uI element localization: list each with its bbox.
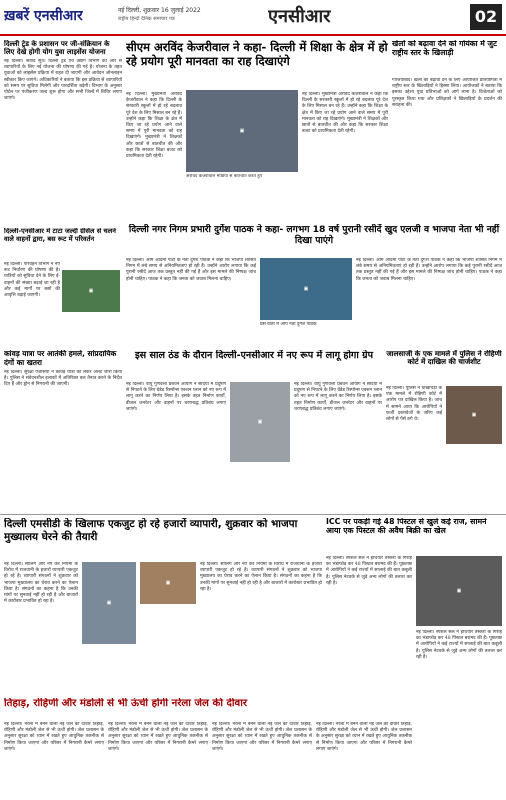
photo-caption: अरविंद केजरीवाल मीडिया से बातचीत करते हुए bbox=[186, 174, 263, 179]
masthead bbox=[0, 0, 506, 36]
jail-body: नई दिल्ली। नरेला में बनने वाली नई जेल की दीवार तिहाड़, रोहिणी और मंडोली जेल से भी ऊंची होगी। जेल प्रशासन के अनुसार सुरक्षा को ध्यान में रखते हुए आधुनिक तकनीक से निर्माण किया जाएगा और परिसर में निगरानी कैमरे लगाए जाएंगे। bbox=[4, 722, 104, 752]
photo-icon: ▣ bbox=[303, 286, 309, 292]
photo-icon: ▣ bbox=[239, 128, 245, 134]
headline: इस साल ठंड के दौरान दिल्ली-एनसीआर में नए रूप में लागू होगा ग्रेप bbox=[134, 350, 374, 361]
story-body: नई दिल्ली। संवाद सूत्र। दिल्ली ट्रेड एवं उद्योग विभाग की ओर से व्यापारियों के लिए नई योजना की घोषणा की गई है। योजना के तहत युवाओं को लाइसेंस प्रक्रिया में राहत दी जाएगी और आवेदन ऑनलाइन स्वीकार किए जाएंगे। अधिकारियों ने बताया कि इस प्रक्रिया से व्यापारियों को समय पर सुविधा मिलेगी और पारदर्शिता बढ़ेगी। विभाग के अनुसार पोर्टल पर पंजीकरण जल्द शुरू होगा और सभी जिलों में शिविर लगाए जाएंगे। bbox=[4, 59, 122, 102]
photo-icon: ▣ bbox=[88, 288, 94, 294]
traders-photo bbox=[140, 562, 196, 604]
jail-body-3: नई दिल्ली। नरेला में बनने वाली नई जेल की दीवार तिहाड़, रोहिणी और मंडोली जेल से भी ऊंची होगी। जेल प्रशासन के अनुसार सुरक्षा को ध्यान में रखते हुए आधुनिक तकनीक से निर्माण किया जाएगा और परिसर में निगरानी कैमरे लगाए जाएंगे। bbox=[212, 722, 312, 752]
headline: दिल्ली नगर निगम प्रभारी दुर्गेश पाठक ने कहा- लगभग 18 वर्ष पुरानी रसीदें खुद एलजी व भाजपा नेता भी नहीं दिखा पाएंगे bbox=[128, 224, 500, 247]
traders-body-2: नई दिल्ली। सीलिंग और नए कर नियमों के विरोध में राजधानी के हजारों व्यापारी एकजुट हो रहे हैं। व्यापारी संगठनों ने शुक्रवार को भाजपा मुख्यालय का घेराव करने का ऐलान किया है। संगठनों का कहना है कि उनकी मांगों पर सुनवाई नहीं हो रही है और बाजारों में कारोबार प्रभावित हो रहा है। bbox=[200, 562, 322, 592]
headline: खेलों को बढ़ावा देने को गोयंका में जुट राष्ट्रीय स्तर के खिलाड़ी bbox=[392, 40, 497, 57]
photo-icon: ▣ bbox=[106, 600, 112, 606]
kejriwal-body: नई दिल्ली। मुख्यमंत्री अरविंद केजरीवाल ने कहा कि दिल्ली के सरकारी स्कूलों में हो रहे बदलाव पूरे देश के लिए मिसाल बन रहे हैं। उन्होंने कहा कि शिक्षा के क्षेत्र में किए जा रहे प्रयोग आने वाले समय में पूरी मानवता को राह दिखाएंगे। मुख्यमंत्री ने शिक्षकों और छात्रों से बातचीत की और कहा कि सरकार शिक्षा बजट को प्राथमिकता देती रहेगी। bbox=[126, 92, 182, 159]
tagline: राष्ट्रीय हिन्दी दैनिक समाचार पत्र bbox=[118, 16, 175, 22]
grap-body: नई दिल्ली। वायु गुणवत्ता प्रबंधन आयोग ने सर्दियों में प्रदूषण से निपटने के लिए ग्रेडेड रिस्पॉन्स एक्शन प्लान को नए रूप में लागू करने का निर्णय लिया है। इसके तहत निर्माण कार्यों, डीजल जनरेटर और वाहनों पर चरणबद्ध प्रतिबंध लगाए जाएंगे। bbox=[126, 382, 226, 412]
headline: सीएम अरविंद केजरीवाल ने कहा- दिल्ली में शिक्षा के क्षेत्र में हो रहे प्रयोग पूरी मानवता का राह दिखाएंगे bbox=[126, 40, 388, 69]
headline: कांवड़ यात्रा पर आतंकी हमले, सांप्रदायिक दंगों का खतरा bbox=[4, 350, 117, 367]
pathak-body: नई दिल्ली। आम आदमी पार्टी के नेता दुर्गेश पाठक ने कहा कि भाजपा शासित निगम में लंबे समय से अनियमितताएं हो रही हैं। उन्होंने आरोप लगाया कि कई पुरानी रसीदें आज तक प्रस्तुत नहीं की गई हैं और इस मामले की निष्पक्ष जांच होनी चाहिए। पाठक ने कहा कि जनता को जवाब मिलना चाहिए। bbox=[126, 258, 256, 282]
auto-rickshaw-photo bbox=[62, 270, 120, 312]
dateline: नई दिल्ली, शुक्रवार 16 जुलाई 2022 bbox=[118, 7, 201, 14]
pistols-photo bbox=[416, 556, 502, 626]
pistols-body: नई दिल्ली। स्पेशल सेल ने हथियार तस्करी के गिरोह का भंडाफोड़ कर 48 पिस्टल बरामद की हैं। पूछताछ में आरोपियों ने कई राज्यों में सप्लाई की बात कबूली है। पुलिस नेटवर्क से जुड़े अन्य लोगों की तलाश कर रही है। bbox=[326, 556, 412, 586]
photo-icon: ▣ bbox=[471, 412, 477, 418]
story-grap bbox=[126, 350, 382, 380]
story-kejriwal bbox=[126, 40, 388, 88]
headline: ICC पर पकड़ी गई 48 पिस्टल से खुले कई राज, सामने आया एक पिस्टल की अवैध बिक्री का खेल bbox=[326, 518, 487, 535]
sports-body: गाजियाबाद। खेलों को बढ़ावा देने के लिए आयोजित प्रतियोगिता में राष्ट्रीय स्तर के खिलाड़ियों ने हिस्सा लिया। आयोजकों ने बताया कि इसका उद्देश्य युवा प्रतिभाओं को आगे लाना है। विजेताओं को पुरस्कृत किया गया और प्रशिक्षकों ने खिलाड़ियों के प्रदर्शन की सराहना की। bbox=[392, 78, 502, 108]
photo-icon: ▣ bbox=[456, 588, 462, 594]
chargesheet-body: नई दिल्ली। पुलिस ने धोखाधड़ी के एक मामले में रोहिणी कोर्ट में आरोप पत्र दाखिल किया है। जांच में सामने आया कि आरोपियों ने फर्जी दस्तावेजों के जरिए कई लोगों से पैसे ठगे थे। bbox=[386, 386, 442, 422]
photo-icon: ▣ bbox=[257, 419, 263, 425]
pathak-body-2: नई दिल्ली। आम आदमी पार्टी के नेता दुर्गेश पाठक ने कहा कि भाजपा शासित निगम में लंबे समय से अनियमितताएं हो रही हैं। उन्होंने आरोप लगाया कि कई पुरानी रसीदें आज तक प्रस्तुत नहीं की गई हैं और इस मामले की निष्पक्ष जांच होनी चाहिए। पाठक ने कहा कि जनता को जवाब मिलना चाहिए। bbox=[356, 258, 502, 282]
story-durgesh-pathak bbox=[126, 224, 502, 256]
photo-caption: प्रेस वार्ता में आप नेता दुर्गेश पाठक bbox=[260, 322, 317, 327]
chargesheet-photo bbox=[446, 386, 502, 444]
traders-body: नई दिल्ली। सीलिंग और नए कर नियमों के विरोध में राजधानी के हजारों व्यापारी एकजुट हो रहे हैं। व्यापारी संगठनों ने शुक्रवार को भाजपा मुख्यालय का घेराव करने का ऐलान किया है। संगठनों का कहना है कि उनकी मांगों पर सुनवाई नहीं हो रही है और बाजारों में कारोबार प्रभावित हो रहा है। bbox=[4, 562, 78, 605]
jail-body-2: नई दिल्ली। नरेला में बनने वाली नई जेल की दीवार तिहाड़, रोहिणी और मंडोली जेल से भी ऊंची होगी। जेल प्रशासन के अनुसार सुरक्षा को ध्यान में रखते हुए आधुनिक तकनीक से निर्माण किया जाएगा और परिसर में निगरानी कैमरे लगाए जाएंगे। bbox=[108, 722, 208, 752]
page-number: 02 bbox=[470, 4, 502, 30]
section-title: एनसीआर bbox=[268, 6, 331, 27]
kejriwal-photo bbox=[186, 90, 298, 172]
story-pistols bbox=[326, 518, 502, 554]
transport-body: नई दिल्ली। परिवहन विभाग ने नए रूट निर्धारण की घोषणा की है। यात्रियों को सुविधा देने के लिए ई-वाहनों की संख्या बढ़ाई जा रही है और कई मार्गों पर बसों की आवृत्ति बढ़ाई जाएगी। bbox=[4, 262, 60, 298]
building-photo bbox=[82, 562, 136, 644]
pistols-body-2: नई दिल्ली। स्पेशल सेल ने हथियार तस्करी के गिरोह का भंडाफोड़ कर 48 पिस्टल बरामद की हैं। पूछताछ में आरोपियों ने कई राज्यों में सप्लाई की बात कबूली है। पुलिस नेटवर्क से जुड़े अन्य लोगों की तलाश कर रही है। bbox=[416, 630, 502, 660]
headline: जालसाजी के एक मामले में पुलिस ने रोहिणी कोर्ट में दाखिल की चार्जशीट bbox=[386, 350, 502, 367]
story-body: नई दिल्ली। सुरक्षा एजेंसियों ने कांवड़ यात्रा को लेकर अलर्ट जारी किया है। पुलिस ने संवेदनशील इलाकों में अतिरिक्त बल तैनात करने के निर्देश दिए हैं और ड्रोन से निगरानी की जाएगी। bbox=[4, 370, 122, 388]
jail-body-4: नई दिल्ली। नरेला में बनने वाली नई जेल की दीवार तिहाड़, रोहिणी और मंडोली जेल से भी ऊंची होगी। जेल प्रशासन के अनुसार सुरक्षा को ध्यान में रखते हुए आधुनिक तकनीक से निर्माण किया जाएगा और परिसर में निगरानी कैमरे लगाए जाएंगे। bbox=[316, 722, 412, 752]
kejriwal-body-2: नई दिल्ली। मुख्यमंत्री अरविंद केजरीवाल ने कहा कि दिल्ली के सरकारी स्कूलों में हो रहे बदलाव पूरे देश के लिए मिसाल बन रहे हैं। उन्होंने कहा कि शिक्षा के क्षेत्र में किए जा रहे प्रयोग आने वाले समय में पूरी मानवता को राह दिखाएंगे। मुख्यमंत्री ने शिक्षकों और छात्रों से बातचीत की और कहा कि सरकार शिक्षा बजट को प्राथमिकता देती रहेगी। bbox=[302, 92, 388, 135]
story-chargesheet bbox=[386, 350, 502, 384]
headline: दिल्ली ट्रेड के प्रशासन पर जी-संक्रियान के लिए देखे होगी योग युवा लाइसेंस योजना bbox=[4, 40, 110, 57]
headline: दिल्ली एमसीडी के खिलाफ एकजुट हो रहे हजारों व्यापारी, शुक्रवार को भाजपा मुख्यालय घेरने की तैयारी bbox=[4, 518, 298, 543]
photo-icon: ▣ bbox=[165, 580, 171, 586]
smog-photo bbox=[230, 382, 290, 462]
newspaper-brand: ख़बरें एनसीआर bbox=[4, 8, 83, 24]
story-kanwar bbox=[4, 350, 122, 512]
grap-body-2: नई दिल्ली। वायु गुणवत्ता प्रबंधन आयोग ने सर्दियों में प्रदूषण से निपटने के लिए ग्रेडेड रिस्पॉन्स एक्शन प्लान को नए रूप में लागू करने का निर्णय लिया है। इसके तहत निर्माण कार्यों, डीजल जनरेटर और वाहनों पर चरणबद्ध प्रतिबंध लगाए जाएंगे। bbox=[294, 382, 382, 412]
story-sports bbox=[392, 40, 502, 76]
story-narela-jail bbox=[4, 698, 412, 720]
headline: तिहाड़, रोहिणी और मंडोली से भी ऊंची होगी नरेला जेल की दीवार bbox=[4, 698, 248, 709]
headline: दिल्ली-एनसीआर में टाटा जल्दी ग्रेसिल से चलने वाले वाहनों द्वारा, बस रूट में परिवर्तन bbox=[4, 228, 116, 243]
divider bbox=[0, 514, 506, 515]
pathak-photo bbox=[260, 258, 352, 320]
story-mcd-traders bbox=[4, 518, 322, 560]
